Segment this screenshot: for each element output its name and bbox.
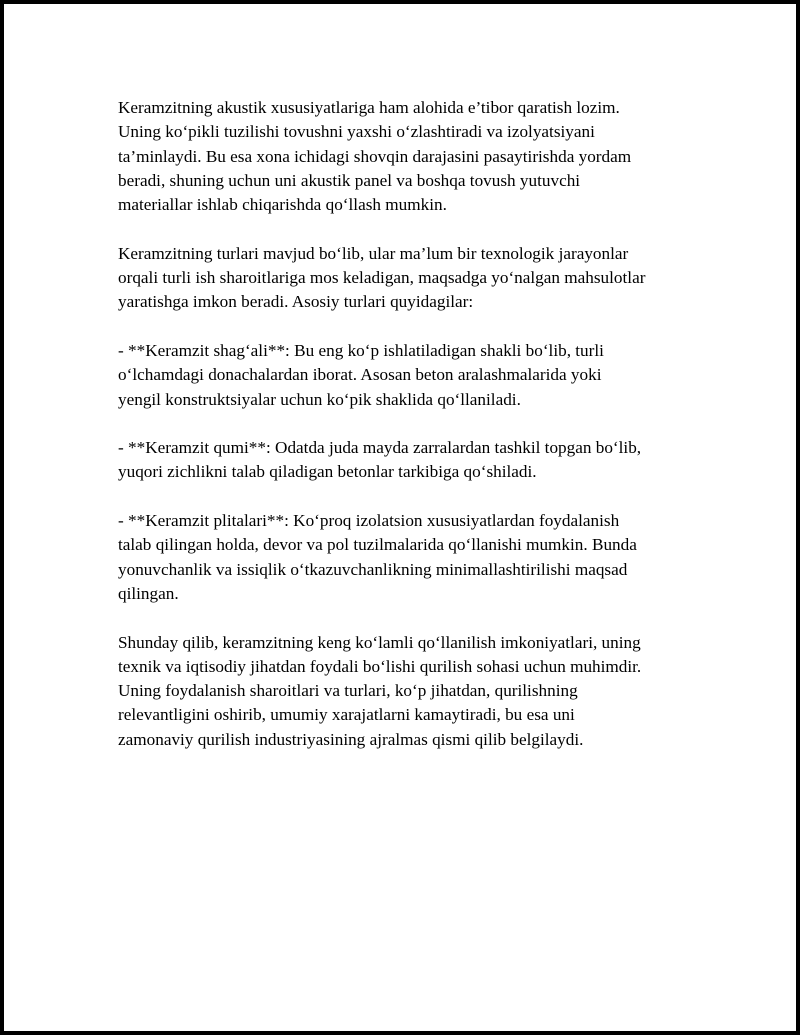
text-line: ta’minlaydi. Bu esa xona ichidagi shovqin darajasini pasaytirishda yordam xyxy=(118,146,632,166)
paragraph-conclusion xyxy=(118,631,698,752)
text-line: beradi, shuning uchun uni akustik panel va boshqa tovush yutuvchi xyxy=(118,170,581,190)
text-line: yaratishga imkon beradi. Asosiy turlari quyidagilar: xyxy=(118,292,474,312)
text-line: zamonaviy qurilish industriyasining ajralmas qismi qilib belgilaydi. xyxy=(118,729,584,749)
text-line: relevantligini oshirib, umumiy xarajatlarni kamaytiradi, bu esa uni xyxy=(118,705,575,725)
paragraph-acoustic-properties xyxy=(118,96,698,217)
text-line: Keramzitning turlari mavjud bo‘lib, ular ma’lum bir texnologik jarayonlar xyxy=(118,243,629,263)
text-line: Uning foydalanish sharoitlari va turlari, ko‘p jihatdan, qurilishning xyxy=(118,681,578,701)
text-line: - **Keramzit plitalari**: Ko‘proq izolatsion xususiyatlardan foydalanish xyxy=(118,511,620,531)
text-line: talab qilingan holda, devor va pol tuzilmalarida qo‘llanishi mumkin. Bunda xyxy=(118,535,637,555)
text-line: Keramzitning akustik xususiyatlariga ham alohida e’tibor qaratish lozim. xyxy=(118,98,620,117)
list-item-keramzit-plates xyxy=(118,509,698,606)
text-line: qilingan. xyxy=(118,583,179,603)
text-line: Uning ko‘pikli tuzilishi tovushni yaxshi o‘zlashtiradi va izolyatsiyani xyxy=(118,122,595,142)
paragraph-types-intro xyxy=(118,242,698,315)
text-line: texnik va iqtisodiy jihatdan foydali bo‘lishi qurilish sohasi uchun muhimdir. xyxy=(118,656,642,676)
text-line: - **Keramzit shag‘ali**: Bu eng ko‘p ishlatiladigan shakli bo‘lib, turli xyxy=(118,340,604,360)
list-item-keramzit-gravel xyxy=(118,339,698,412)
document-body xyxy=(118,96,698,776)
list-item-keramzit-sand xyxy=(118,436,698,485)
text-line: yonuvchanlik va issiqlik o‘tkazuvchanlikning minimallashtirilishi maqsad xyxy=(118,559,628,579)
text-line: Shunday qilib, keramzitning keng ko‘lamli qo‘llanilish imkoniyatlari, uning xyxy=(118,632,641,652)
text-line: - **Keramzit qumi**: Odatda juda mayda zarralardan tashkil topgan bo‘lib, xyxy=(118,438,642,458)
text-line: o‘lchamdagi donachalardan iborat. Asosan beton aralashmalarida yoki xyxy=(118,365,602,385)
text-line: materiallar ishlab chiqarishda qo‘llash mumkin. xyxy=(118,195,447,215)
text-line: yuqori zichlikni talab qiladigan betonlar tarkibiga qo‘shiladi. xyxy=(118,462,537,482)
text-line: yengil konstruktsiyalar uchun ko‘pik shaklida qo‘llaniladi. xyxy=(118,389,521,409)
text-line: orqali turli ish sharoitlariga mos keladigan, maqsadga yo‘nalgan mahsulotlar xyxy=(118,268,646,288)
